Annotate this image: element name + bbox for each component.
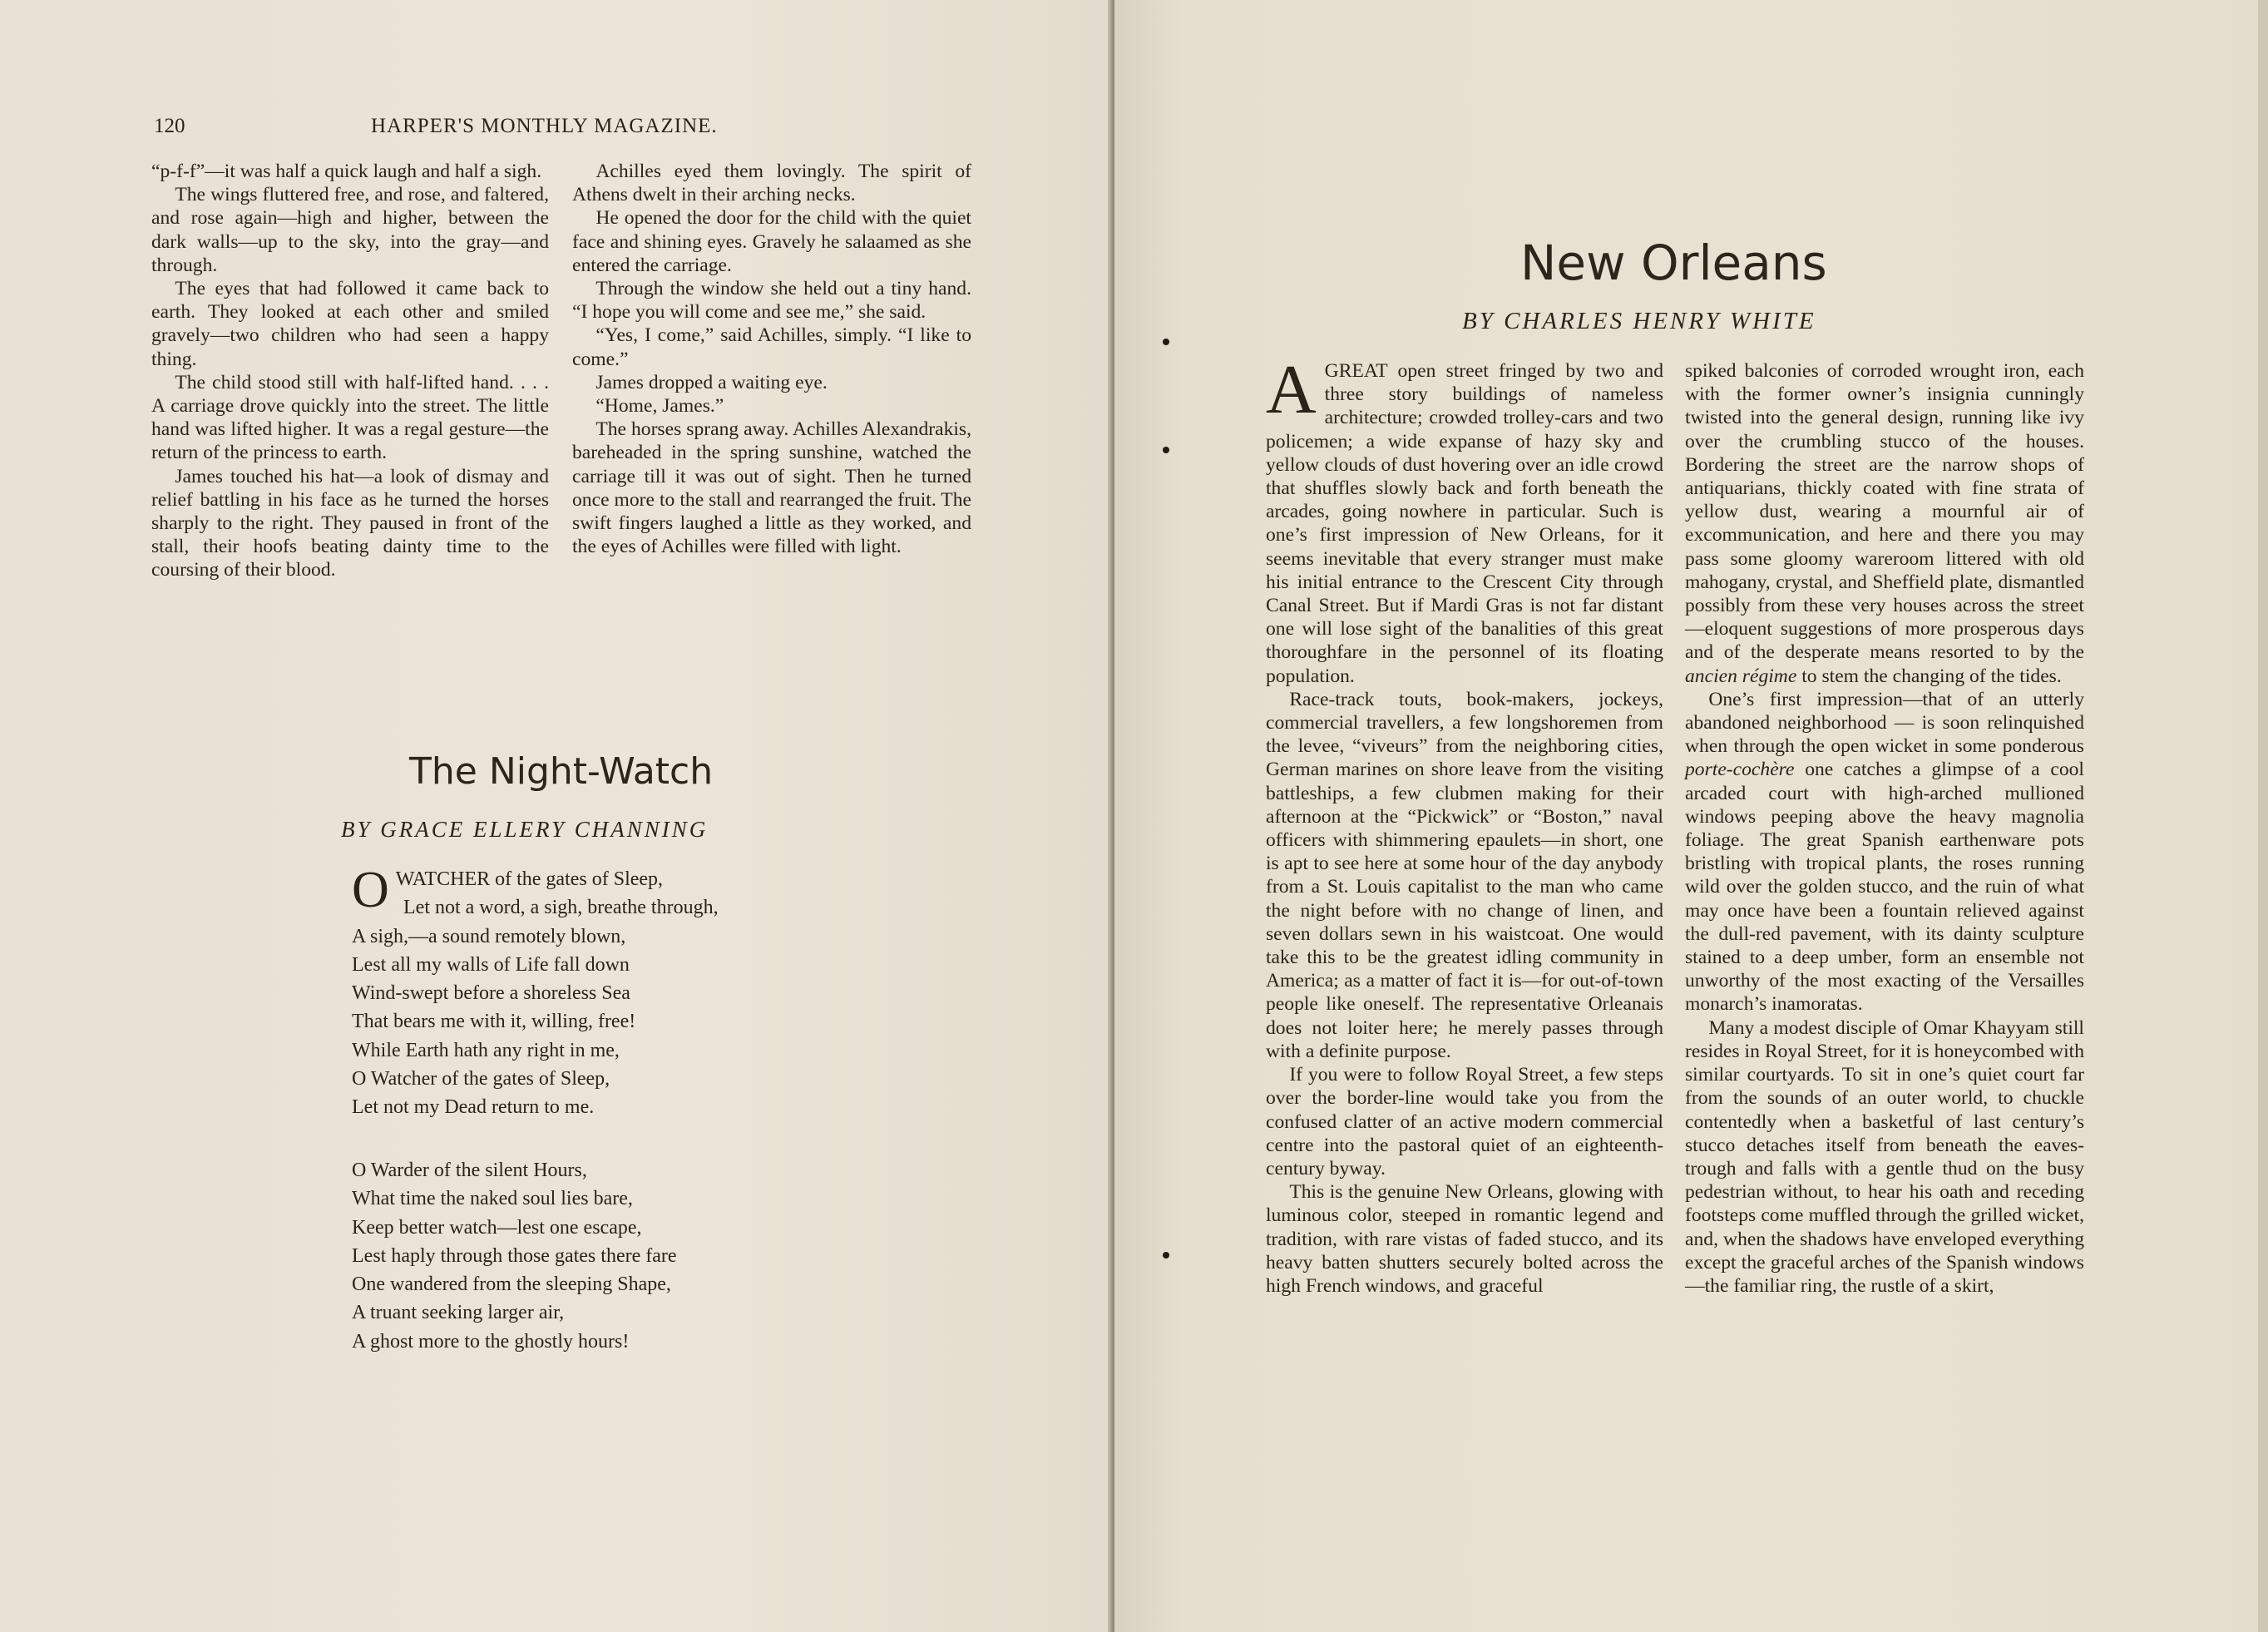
punch-hole-mark — [1163, 447, 1169, 453]
paragraph: Race-track touts, book-makers, jockeys, commercial travellers, a few longshoremen from the levee, “viveurs” from the neighboring cities, German marines on shore leave from the visiting battleships, a few clubmen making for their afternoon at the “Pickwick” or “Boston,” naval officers with shimmering epaulets—in short, one is apt to see here at some hour of the day anybody from a St. Louis capitalist to the man who came the night before with no change of linen, and seven dollars sewn in his waistcoat. One would take this to be the greatest idling community in America; as a matter of fact it is—for out-of-town people like oneself. The representative Orleanais does not loiter here; he merely passes through with a definite purpose. — [1266, 688, 1663, 1062]
poem-line: One wandered from the sleeping Shape, — [352, 1273, 671, 1296]
paragraph: The eyes that had followed it came back to earth. They looked at each other and smiled gravely—two children who had seen a happy thing. — [151, 278, 549, 370]
article-column-1 — [1266, 351, 1663, 1298]
poem-stanza-2 — [352, 1156, 677, 1356]
running-head: HARPER'S MONTHLY MAGAZINE. — [371, 115, 718, 137]
article-column-2 — [1685, 359, 2084, 1298]
paragraph: The child stood still with half-lifted hand. . . . A carriage drove quickly into the street. The little hand was lifted higher. It was a regal gesture—the return of the princess to earth. — [151, 371, 549, 464]
italic-phrase: porte-cochère — [1685, 759, 1795, 781]
poem-line: O Watcher of the gates of Sleep, — [352, 1068, 610, 1090]
poem-byline: BY GRACE ELLERY CHANNING — [341, 817, 709, 842]
paragraph: Many a modest disciple of Omar Khayyam still resides in Royal Street, for it is honeycombed with similar courtyards. To sit in one’s quiet court far from the sounds of an outer world, to chuckle contentedly when a basketful of last century’s stucco detaches itself from beneath the eaves-trough and falls with a gentle thud on the busy pedestrian without, to hear his oath and receding footsteps come muffled through the grilled wicket, and, when the shadows have enveloped everything except the graceful arches of the Spanish windows —the familiar ring, the rustle of a skirt, — [1685, 1016, 2084, 1297]
paragraph: Through the window she held out a tiny hand. “I hope you will come and see me,” she said. — [572, 278, 971, 324]
poem-line: Let not my Dead return to me. — [352, 1096, 595, 1119]
poem-stanza-1 — [352, 862, 719, 1122]
page-edge — [2258, 0, 2268, 1632]
poem-line: What time the naked soul lies bare, — [352, 1188, 633, 1210]
paragraph: If you were to follow Royal Street, a few steps over the border-line would take you from the confused clatter of an active modern commercial centre into the pastoral quiet of an eighteenth-century byway. — [1266, 1064, 1663, 1179]
article-title: New Orleans — [1520, 235, 1827, 291]
paragraph-text: to stem the changing of the tides. — [1801, 665, 2062, 687]
paragraph: “p-f-f”—it was half a quick laugh and half a sigh. — [151, 161, 542, 182]
story-column-1 — [151, 160, 549, 582]
paragraph: He opened the door for the child with the quiet face and shining eyes. Gravely he salaamed as she entered the carriage. — [572, 207, 971, 276]
punch-hole-mark — [1163, 339, 1169, 345]
left-page — [0, 0, 1114, 1632]
poem-line: Lest all my walls of Life fall down — [352, 953, 630, 976]
paragraph-text: one catches a glimpse of a cool arcaded court with high-arched mullioned windows peeping above the heavy magnolia foliage. The great Spanish earthenware pots bristling with tropical plants, the roses running wild over the golden stucco, and the ruin of what may once have been a fountain relieved against the dull-red pavement, with its dainty sculpture stained to a deep umber, form an ensemble not unworthy of the most exacting of the Versailles monarch’s inamoratas. — [1685, 759, 2084, 1016]
story-column-2 — [572, 160, 971, 558]
poem-line: Keep better watch—lest one escape, — [352, 1216, 642, 1239]
italic-phrase: ancien régime — [1685, 665, 1797, 687]
poem-line: Wind-swept before a shoreless Sea — [352, 982, 630, 1005]
paragraph: The wings fluttered free, and rose, and faltered, and rose again—high and higher, between the dark walls—up to the sky, into the gray—and through. — [151, 184, 549, 276]
right-page — [1114, 0, 2268, 1632]
page-number: 120 — [154, 115, 185, 137]
poem-line: A ghost more to the ghostly hours! — [352, 1330, 630, 1353]
poem-line: Let not a word, a sigh, breathe through, — [403, 897, 719, 919]
poem-line: WATCHER of the gates of Sleep, — [395, 868, 664, 890]
poem-title: The Night-Watch — [409, 750, 714, 793]
poem-line: Lest haply through those gates there fare — [352, 1244, 677, 1267]
article-byline: BY CHARLES HENRY WHITE — [1462, 308, 1816, 334]
paragraph: James touched his hat—a look of dismay and relief battling in his face as he turned the horses sharply to the right. They paused in front of the stall, their hoofs beating dainty time to the coursing of their blood. — [151, 465, 549, 581]
paragraph: James dropped a waiting eye. — [595, 371, 828, 393]
punch-hole-mark — [1163, 1252, 1169, 1259]
drop-cap: O — [352, 862, 389, 918]
paragraph: Achilles eyed them lovingly. The spirit of Athens dwelt in their arching necks. — [572, 161, 971, 206]
paragraph: “Home, James.” — [595, 395, 724, 418]
paragraph-text: spiked balconies of corroded wrought iron, each with the former owner’s insignia cunningly twisted into the general design, running like ivy over the crumbling stucco of the houses. Bordering the street are the narrow shops of antiquarians, thickly coated with fine strata of yellow dust, wearing a mournful air of excommunication, and here and there you may pass some gloomy wareroom littered with old mahogany, crystal, and Sheffield plate, dismantled possibly from these very houses across the street—eloquent suggestions of more prosperous days and of the desperate means resorted to by the — [1685, 360, 2084, 664]
paragraph: “Yes, I come,” said Achilles, simply. “I like to come.” — [572, 324, 971, 370]
poem-line: A truant seeking larger air, — [352, 1302, 565, 1324]
poem-line: That bears me with it, willing, free! — [352, 1011, 636, 1033]
paragraph: GREAT open street fringed by two and three story buildings of nameless architecture; crowded trolley-cars and two policemen; a wide expanse of hazy sky and yellow clouds of dust hovering over an idle crowd that shuffles slowly back and forth beneath the arcades, going nowhere in particular. Such is one’s first impression of New Orleans, for it seems inevitable that every stranger must make his initial entrance to the Crescent City through Canal Street. But if Mardi Gras is not far distant one will lose sight of the banalities of this great thoroughfare in the personnel of its floating population. — [1266, 360, 1663, 687]
poem-line: While Earth hath any right in me, — [352, 1039, 620, 1061]
paragraph-text: One’s first impression—that of an utterly abandoned neighborhood — is soon relinquished when through the open wicket in some ponderous — [1685, 688, 2084, 758]
paragraph: The horses sprang away. Achilles Alexandrakis, bareheaded in the spring sunshine, watched the carriage till it was out of sight. Then he turned once more to the stall and rearranged the fruit. The swift fingers laughed a little as they worked, and the eyes of Achilles were filled with light. — [572, 418, 971, 558]
poem-line: O Warder of the silent Hours, — [352, 1160, 587, 1181]
poem-line: A sigh,—a sound remotely blown, — [352, 925, 626, 947]
paragraph: This is the genuine New Orleans, glowing with luminous color, steeped in romantic legend and tradition, with rare vistas of faded stucco, and its heavy batten shutters securely bolted across the high French windows, and graceful — [1266, 1181, 1663, 1297]
drop-cap: A — [1266, 351, 1317, 428]
